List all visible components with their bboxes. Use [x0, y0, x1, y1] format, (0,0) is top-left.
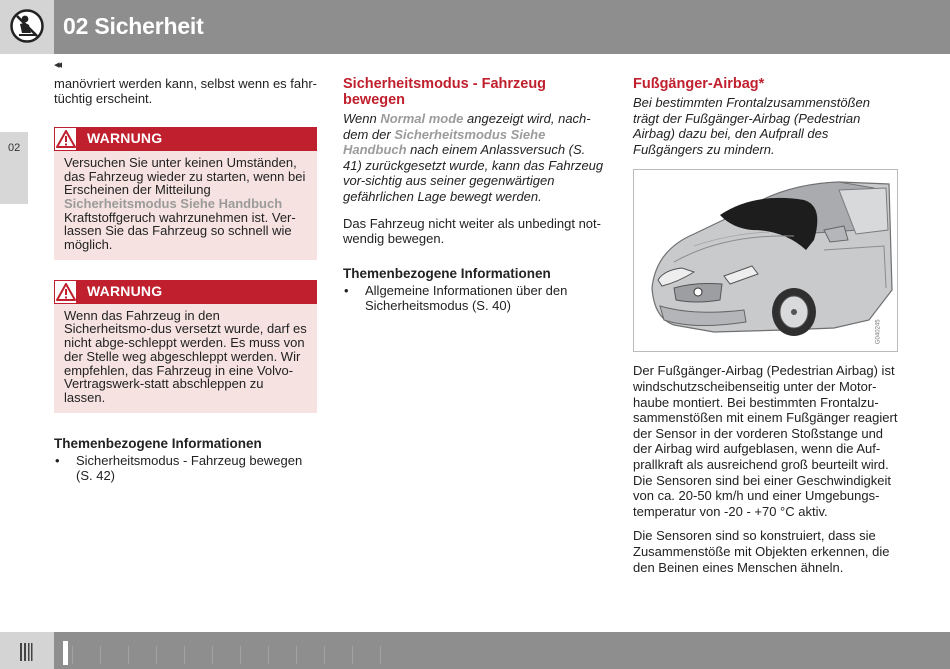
section-intro — [343, 111, 606, 205]
section-title: Fußgänger-Airbag* — [633, 76, 765, 92]
body-paragraph: Der Fußgänger-Airbag (Pedestrian Airbag) ist windschutzscheibenseitig unter der Motor-haube montiert. Bei bestimmten Frontalzu-sammenstößen mit einem Fußgänger reagiert der Sensor in der vorderen Stoßstange und der Airbag wird aufgeblasen, wenn die Auf-prallkraft als ausreichend groß beurteilt wird. Die Sensoren sind bei einer Geschwindigkeit von ca. 20-50 km/h und einer Umgebungs-temperatur von -20 - +70 °C aktiv. — [633, 363, 898, 519]
seatbelt-person-icon — [0, 0, 54, 54]
warning-text-part: Versuchen Sie unter keinen Umständen, das Fahrzeug wieder zu starten, wenn bei Erscheinen der Mitteilung — [64, 154, 306, 198]
chapter-tab[interactable] — [0, 132, 28, 204]
book-icon[interactable] — [0, 632, 54, 669]
warning-box — [54, 127, 317, 260]
page-title: 02 Sicherheit — [63, 13, 204, 39]
page-scrubber[interactable] — [72, 646, 382, 664]
column-1 — [54, 76, 317, 483]
body-paragraph: Die Sensoren sind so konstruiert, dass sie Zusammenstöße mit Objekten erkennen, die den Beinen eines Menschen ähneln. — [633, 528, 890, 575]
section-title: Sicherheitsmodus - Fahrzeug bewegen — [343, 76, 547, 108]
warning-text-part: Kraftstoffgeruch wahrzunehmen ist. Ver-lassen Sie das Fahrzeug so schnell wie möglich. — [64, 209, 296, 253]
warning-header — [54, 280, 317, 304]
warning-triangle-icon — [54, 280, 77, 304]
warning-box — [54, 280, 317, 413]
warning-text: Wenn das Fahrzeug in den Sicherheitsmo-dus versetzt wurde, darf es nicht abge-schleppt werden. Es muss von der Stelle weg abgeschleppt werden. Wir empfehlen, das Fahrzeug in eine Volvo-Vertragswerk-statt abschleppen zu lassen. — [64, 307, 307, 405]
message-highlight: Sicherheitsmodus Siehe Handbuch — [64, 195, 283, 211]
back-arrows-icon[interactable]: ◂◂ — [54, 59, 60, 71]
warning-triangle-icon — [54, 127, 77, 151]
intro-text: manövriert werden kann, selbst wenn es fahr-tüchtig erscheint. — [54, 76, 318, 107]
related-heading: Themenbezogene Informationen — [343, 265, 551, 281]
warning-title: WARNUNG — [87, 129, 163, 146]
message-highlight: Sicherheitsmodus Siehe Handbuch — [343, 126, 546, 158]
warning-header — [54, 127, 317, 151]
column-2 — [343, 76, 606, 313]
column-3 — [633, 76, 898, 575]
warning-title: WARNUNG — [87, 282, 163, 299]
chapter-tab-label: 02 — [8, 142, 21, 154]
related-link[interactable]: • Sicherheitsmodus - Fahrzeug bewegen (S. 42) — [54, 453, 317, 483]
section-intro: Bei bestimmten Frontalzusammenstößen trägt der Fußgänger-Airbag (Pedestrian Airbag) dazu bei, den Aufprall des Fußgängers zu mindern. — [633, 95, 870, 157]
page-header — [0, 0, 950, 54]
intro-part: Wenn — [343, 111, 381, 126]
car-pedestrian-airbag-illustration — [633, 169, 898, 352]
warning-text — [54, 151, 317, 260]
intro-part: nach einem Anlassversuch (S. 41) zurückgesetzt wurde, kann das Fahrzeug vor-sichtig aus seiner gegenwärtigen gefährlichen Lage bewegt werden. — [343, 142, 604, 204]
page-position-marker[interactable] — [63, 641, 68, 665]
message-highlight: Normal mode — [380, 111, 464, 126]
page-footer — [0, 632, 950, 669]
figure-code: G040245 — [875, 319, 882, 345]
intro-part: angezeigt wird, nach-dem der — [343, 111, 591, 142]
related-heading: Themenbezogene Informationen — [54, 435, 262, 451]
related-link[interactable]: • Allgemeine Informationen über den Sicherheitsmodus (S. 40) — [343, 283, 606, 313]
body-paragraph: Das Fahrzeug nicht weiter als unbedingt not-wendig bewegen. — [343, 215, 601, 247]
